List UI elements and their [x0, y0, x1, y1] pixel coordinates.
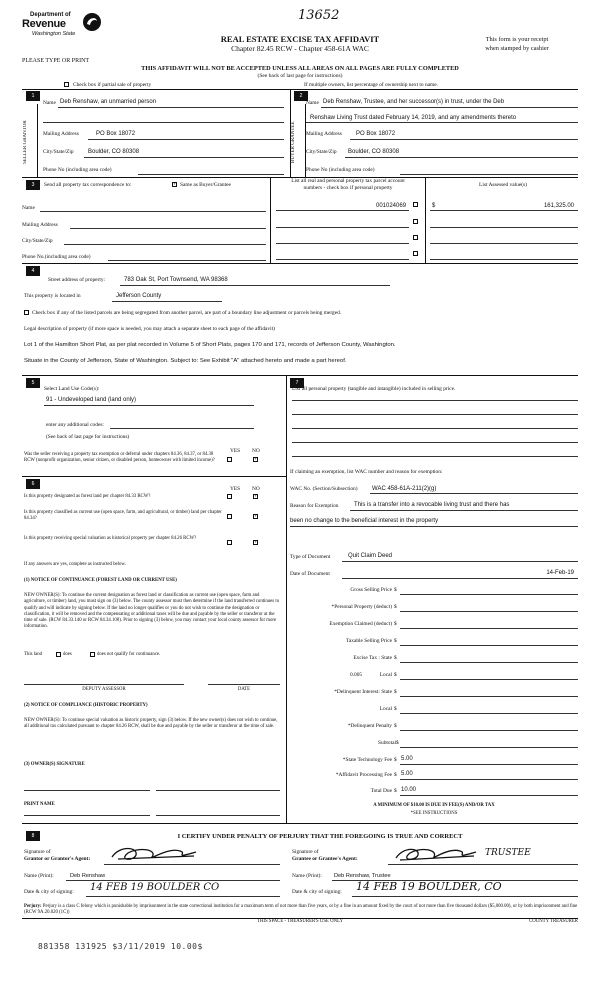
rule: [276, 210, 409, 211]
historic-yes-checkbox[interactable]: [227, 540, 232, 545]
rule: [342, 561, 578, 562]
segregated-label: Check box if any of the listed parcels are being segregated from another parcel, are part of a boundary line adjustment or parcels being merged.: [32, 310, 342, 316]
personal-property-checkbox-2[interactable]: [413, 219, 418, 224]
warning-banner: THIS AFFIDAVIT WILL NOT BE ACCEPTED UNLESS ALL AREAS ON ALL PAGES ARE FULLY COMPLETED: [141, 65, 459, 72]
rule: [350, 139, 578, 140]
rule: [22, 375, 578, 376]
deputy-date-label: DATE: [237, 687, 251, 692]
doc-type-label: Type of Document: [290, 554, 331, 560]
delinquent-penalty-label: *Delinquent Penalty: [347, 723, 392, 729]
taxable-price-label: Taxable Selling Price: [345, 638, 392, 644]
assessed-value[interactable]: 161,325.00: [543, 203, 574, 209]
grantor-agent-label: Grantor or Grantor's Agent:: [24, 856, 91, 862]
rule: [400, 747, 578, 748]
deputy-assessor-label: DEPUTY ASSESSOR: [82, 687, 126, 692]
print-name-label: PRINT NAME: [24, 802, 55, 807]
grantee-name[interactable]: Deb Renshaw, Trustee: [334, 873, 391, 879]
rule: [350, 510, 578, 511]
forest-question: Is this property designated as forest land per chapter 84.33 RCW?: [24, 494, 151, 499]
personal-property-label: List all personal property (tangible and intangible) included in selling price.: [292, 386, 456, 392]
does-qualify-checkbox[interactable]: [56, 652, 61, 657]
trustee-handwriting: TRUSTEE: [485, 848, 531, 858]
rule: [292, 428, 578, 429]
tech-fee-value[interactable]: 5.00: [401, 756, 413, 762]
county[interactable]: Jefferson County: [116, 293, 162, 299]
see-back-5: (See back of last page for instructions): [46, 434, 130, 440]
receipt-note-1: This form is your receipt: [485, 36, 549, 43]
rule: [321, 107, 578, 108]
total-due-value[interactable]: 10.00: [401, 787, 417, 793]
rule: [430, 243, 578, 244]
rule: [138, 174, 284, 175]
grantor-name[interactable]: Deb Renshaw: [70, 873, 106, 879]
partial-sale-checkbox[interactable]: [64, 82, 69, 87]
land-use-code[interactable]: 91 - Undeveloped land (land only): [46, 397, 137, 403]
grantor-date-label: Date & city of signing:: [24, 889, 74, 895]
grantee-date-handwriting[interactable]: 14 FEB 19 BOULDER, CO: [356, 880, 502, 893]
tax-phone-label: Phone No.(including area code): [22, 254, 91, 260]
total-due-label: Total Due: [370, 788, 392, 794]
owner-signature-label: (3) OWNER(S) SIGNATURE: [24, 762, 85, 767]
perjury-text: Perjury is a class C felony which is punishable by imprisonment in the state correctional institution for a maximum term of not more than five years, or by a fine in an amount fixed by the court of not more than five thousand dollars ($5,000.00), or by both imprisonment and fine (RCW 9A.20.020 (1C)): [24, 904, 578, 916]
grantor-name-label: Name (Print):: [24, 873, 54, 879]
doc-date-label: Date of Document: [290, 571, 330, 577]
parcel-header-2: numbers - check box if personal property: [303, 185, 393, 191]
personal-property-checkbox-3[interactable]: [413, 235, 418, 240]
tech-fee-label: *State Technology Fee: [342, 757, 392, 763]
any-yes-note: If any answers are yes, complete as instructed below.: [24, 562, 126, 567]
partial-sale-label: Check box if partial sale of property: [73, 82, 152, 88]
current-use-yes-checkbox[interactable]: [227, 514, 232, 519]
dor-swirl-icon: [82, 12, 102, 32]
rule: [88, 139, 284, 140]
rule: [104, 864, 280, 865]
receipt-note-2: when stamped by cashier: [485, 45, 549, 52]
assessed-dollar: $: [432, 203, 436, 209]
legal-description-1[interactable]: Lot 1 of the Hamilton Short Plat, as per plat recorded in Volume 5 of Short Plats, pages 170 and 171, records of Jefferson County, Washington.: [24, 342, 396, 348]
doc-type[interactable]: Quit Claim Deed: [348, 553, 393, 559]
segregated-checkbox[interactable]: [24, 310, 29, 315]
rule: [22, 476, 286, 477]
rule: [400, 730, 578, 731]
wac-number[interactable]: WAC 458-61A-211(2)(g): [372, 486, 437, 492]
exemption-yes-checkbox[interactable]: [227, 457, 232, 462]
seller-city-label: City/State/Zip: [43, 149, 74, 155]
excise-rate: 0.005: [350, 672, 363, 678]
rule: [292, 400, 578, 401]
rule: [400, 779, 578, 780]
rule: [24, 790, 150, 791]
rule: [40, 211, 266, 212]
rule: [43, 122, 284, 123]
grantee-agent-label: Grantee or Grantee's Agent:: [292, 856, 358, 862]
grantor-sig-label: Signature of: [24, 849, 51, 855]
tax-city-label: City/State/Zip: [22, 238, 53, 244]
buyer-mailing[interactable]: PO Box 18072: [356, 131, 396, 137]
exemption-dollar: $: [394, 621, 397, 627]
rule: [156, 790, 280, 791]
rule: [22, 89, 578, 90]
perjury-statement: [24, 904, 578, 917]
perjury-label: Perjury:: [24, 904, 42, 909]
section-7-badge: 7: [290, 378, 304, 388]
rule: [22, 263, 578, 264]
section-1-badge: 1: [26, 91, 40, 101]
section-5-badge: 5: [26, 378, 40, 388]
wac-label: WAC No. (Section/Subsection): [290, 486, 358, 492]
parcel-number[interactable]: 001024069: [376, 203, 407, 209]
buyer-name-line2[interactable]: Renshaw Living Trust dated February 14, 2019, and any amendments thereto: [310, 115, 517, 121]
rule: [22, 823, 578, 824]
rule: [430, 259, 578, 260]
grantee-date-label: Date & city of signing:: [292, 889, 342, 895]
rule: [400, 764, 578, 765]
treasurer-space-label: THIS SPACE - TREASURER'S USE ONLY: [256, 919, 344, 924]
rule: [156, 815, 280, 816]
rule: [276, 259, 409, 260]
rule: [430, 227, 578, 228]
seller-city[interactable]: Boulder, CO 80308: [88, 149, 140, 155]
seller-phone-label: Phone No (including area code): [43, 167, 112, 173]
rule: [342, 578, 578, 579]
exemption-no-checkbox[interactable]: ✓: [254, 457, 259, 462]
delinquent-interest-label: *Delinquent Interest: State: [334, 689, 392, 695]
interest-dollar: $: [394, 689, 397, 695]
section-3-badge: 3: [26, 180, 40, 190]
subtotal-dollar: $: [396, 740, 399, 746]
buyer-city-label: City/State/Zip: [306, 149, 337, 155]
buyer-name-line1[interactable]: Deb Renshaw, Trustee, and her successor(s) in trust, under the Deb: [323, 99, 505, 105]
does-not-label: does not qualify for continuance.: [97, 652, 161, 657]
rule: [400, 628, 578, 629]
rule: [208, 684, 280, 685]
notice-continuance-body: NEW OWNER(S): To continue the current designation as forest land or classification as current use (open space, farm and agriculture, or timber) land, you must sign on (3) below. The county assessor must then determine if the land transferred continues to qualify and will indicate by signing below. If the land no longer qualifies or you do not wish to continue the designation or classification, it will be removed and the compensating or additional taxes will be due and payable by the seller or transferor at the time of sale. (RCW 84.33.140 or RCW 84.34.108). Prior to signing (3) below, you may contact your local county assessor for more information.: [24, 593, 280, 630]
seller-mailing[interactable]: PO Box 18072: [96, 131, 136, 137]
rule: [37, 104, 38, 177]
buyer-city[interactable]: Boulder, CO 80308: [348, 149, 400, 155]
rule: [400, 795, 578, 796]
rule: [44, 405, 254, 406]
gross-dollar: $: [394, 587, 397, 593]
excise-state-label: Excise Tax : State: [353, 655, 392, 661]
rule: [370, 493, 578, 494]
rule: [64, 244, 266, 245]
rule: [86, 896, 280, 897]
rule: [345, 157, 578, 158]
notice-continuance-title: (1) NOTICE OF CONTINUANCE (FOREST LAND OR CURRENT USE): [24, 578, 177, 583]
rule: [290, 526, 578, 527]
minimum-due-note: A MINIMUM OF $10.00 IS DUE IN FEE(S) AND/OR TAX: [373, 803, 495, 808]
current-use-question: Is this property classified as current use (open space, farm, and agricultural, or timber) land per chapter 84.34?: [24, 510, 222, 522]
gross-price-label: Gross Selling Price: [350, 587, 392, 593]
rule: [400, 696, 578, 697]
rule: [24, 684, 184, 685]
rule: [58, 107, 284, 108]
reason-line-2[interactable]: been no change to the beneficial interest in the property: [290, 518, 439, 524]
current-use-no-checkbox[interactable]: ✓: [254, 514, 259, 519]
excise-dollar: $: [394, 655, 397, 661]
rule: [84, 157, 284, 158]
rule: [270, 177, 271, 263]
doc-date[interactable]: 14-Feb-19: [546, 570, 574, 576]
subtotal-label: Subtotal: [378, 740, 396, 746]
local-dollar: $: [394, 672, 397, 678]
penalty-dollar: $: [394, 723, 397, 729]
notice-compliance-title: (2) NOTICE OF COMPLIANCE (HISTORIC PROPERTY): [24, 703, 148, 708]
grantor-date-handwriting[interactable]: 14 FEB 19 BOULDER CO: [90, 882, 220, 893]
no-header-1: NO: [252, 448, 260, 454]
assessed-header: List Assessed value(s): [479, 182, 527, 188]
does-label: does: [63, 652, 72, 657]
grantee-name-label: Name (Print):: [292, 873, 322, 879]
tax-mailing-label: Mailing Address: [22, 222, 58, 228]
rule: [112, 301, 222, 302]
please-type: PLEASE TYPE OR PRINT: [22, 58, 90, 64]
section-2-badge: 2: [294, 91, 308, 101]
rule: [70, 228, 266, 229]
processing-fee-value[interactable]: 5.00: [401, 771, 413, 777]
total-dollar: $: [394, 788, 397, 794]
rule: [306, 122, 578, 123]
legal-description-2[interactable]: Situate in the County of Jefferson, State of Washington. Subject to: See Exhibit "A" attached hereto and made a part hereof.: [24, 358, 347, 364]
street-label: Street address of property:: [48, 277, 106, 283]
rule: [24, 815, 150, 816]
exemption-label: If claiming an exemption, list WAC number and reason for exemption:: [290, 469, 443, 475]
buyer-name-label: Name: [306, 100, 319, 106]
tech-fee-dollar: $: [394, 757, 397, 763]
personal-property-checkbox-1[interactable]: [413, 202, 418, 207]
buyer-side-label: BUYER GRANTEE: [291, 121, 296, 163]
see-back-header: (See back of last page for instructions): [257, 73, 343, 79]
historic-question: Is this property receiving special valuation as historical property per chapter 84.26 RCW?: [24, 536, 197, 541]
certify-statement: I CERTIFY UNDER PENALTY OF PERJURY THAT THE FOREGOING IS TRUE AND CORRECT: [177, 833, 463, 840]
personal-deduct-label: *Personal Property (deduct): [331, 604, 392, 610]
rule: [400, 662, 578, 663]
rule: [276, 227, 409, 228]
notice-compliance-body: NEW OWNER(S): To continue special valuation as historic property, sign (3) below. If the new owner(s) does not wish to continue, all additional tax calculated pursuant to chapter 84.26 RCW, shall be due and payable by the seller or transferor at the time of sale.: [24, 718, 278, 730]
buyer-phone-label: Phone No (including area code): [306, 167, 375, 173]
no-header-2: NO: [252, 486, 260, 492]
grantee-signature[interactable]: [392, 843, 480, 865]
cashier-stamp: 881358 131925 $3/11/2019 10.00$: [38, 942, 203, 951]
rule: [400, 594, 578, 595]
rule: [286, 375, 287, 823]
rule: [400, 679, 578, 680]
exemption-claimed-label: Exemption Claimed (deduct): [329, 621, 392, 627]
rule: [400, 713, 578, 714]
rule: [108, 260, 266, 261]
taxable-dollar: $: [394, 638, 397, 644]
form-title: REAL ESTATE EXCISE TAX AFFIDAVIT: [220, 34, 380, 44]
seller-mailing-label: Mailing Address: [43, 131, 79, 137]
rule: [388, 864, 578, 865]
processing-fee-label: *Affidavit Processing Fee: [335, 772, 392, 778]
excise-local-label: Local: [379, 672, 392, 678]
parcel-header-1: List all real and personal property tax parcel account: [291, 178, 405, 184]
exemption-question: Was the seller receiving a property tax exemption or deferral under chapters 84.36, 84.37, or 84.38 RCW (nonprofit organization, senior citizen, or disabled person, homeowner with limited income)?: [24, 452, 215, 464]
send-correspondence-label: Send all property tax correspondence to:: [44, 182, 132, 188]
handwritten-number: 13652: [298, 8, 340, 23]
located-label: This property is located in: [24, 293, 81, 299]
section-6-badge: 6: [26, 479, 40, 489]
historic-no-checkbox[interactable]: ✓: [254, 540, 259, 545]
county-treasurer-label: COUNTY TREASURER: [529, 919, 578, 924]
reason-label: Reason for Exemption: [290, 503, 339, 509]
forest-no-checkbox[interactable]: ✓: [254, 494, 259, 499]
rule: [66, 880, 280, 881]
see-instructions-note: *SEE INSTRUCTIONS: [410, 811, 458, 816]
rule: [352, 896, 578, 897]
rule: [430, 210, 578, 211]
grantor-signature[interactable]: [108, 843, 200, 865]
rule: [400, 174, 578, 175]
grantee-sig-label: Signature of: [292, 849, 319, 855]
seller-name[interactable]: Deb Renshaw, an unmarried person: [60, 99, 157, 105]
seller-side-label: SELLER GRANTOR: [23, 120, 28, 164]
rule: [292, 414, 578, 415]
does-not-qualify-checkbox[interactable]: [90, 652, 95, 657]
reason-line-1[interactable]: This is a transfer into a revocable living trust and there has: [354, 502, 510, 508]
section-8-badge: 8: [26, 831, 40, 841]
rule: [400, 611, 578, 612]
yes-header-2: YES: [230, 486, 241, 492]
personal-property-checkbox-4[interactable]: [413, 251, 418, 256]
same-as-buyer-checkbox[interactable]: ✓: [173, 182, 178, 187]
rule: [400, 645, 578, 646]
additional-codes-label: enter any additional codes:: [46, 422, 104, 428]
land-use-label: Select Land Use Code(s):: [44, 386, 100, 392]
personal-dollar: $: [394, 604, 397, 610]
rule: [276, 243, 409, 244]
buyer-mailing-label: Mailing Address: [306, 131, 342, 137]
rule: [292, 456, 578, 457]
interest-local-label: Local: [379, 706, 392, 712]
rule: [425, 177, 426, 263]
multiple-owners-label: If multiple owners, list percentage of ownership next to name.: [304, 82, 438, 88]
forest-yes-checkbox[interactable]: [227, 494, 232, 499]
same-as-buyer-label: Same as Buyer/Grantee: [180, 182, 231, 188]
section-4-badge: 4: [26, 266, 40, 276]
legal-label: Legal description of property (if more space is needed, you may attach a separate sheet to each page of the affidavit): [24, 326, 275, 332]
yes-header-1: YES: [230, 448, 241, 454]
form-subtitle: Chapter 82.45 RCW - Chapter 458-61A WAC: [231, 44, 369, 53]
dor-logo: Department of Revenue Washington State: [22, 10, 107, 48]
tax-name-label: Name: [22, 205, 35, 211]
interest-local-dollar: $: [394, 706, 397, 712]
processing-dollar: $: [394, 772, 397, 778]
seller-name-label: Name: [43, 100, 56, 106]
rule: [110, 428, 254, 429]
rule: [120, 285, 390, 286]
this-land-label: This land: [24, 652, 42, 657]
street-address[interactable]: 783 Oak St, Port Townsend, WA 98368: [124, 277, 228, 283]
rule: [292, 442, 578, 443]
